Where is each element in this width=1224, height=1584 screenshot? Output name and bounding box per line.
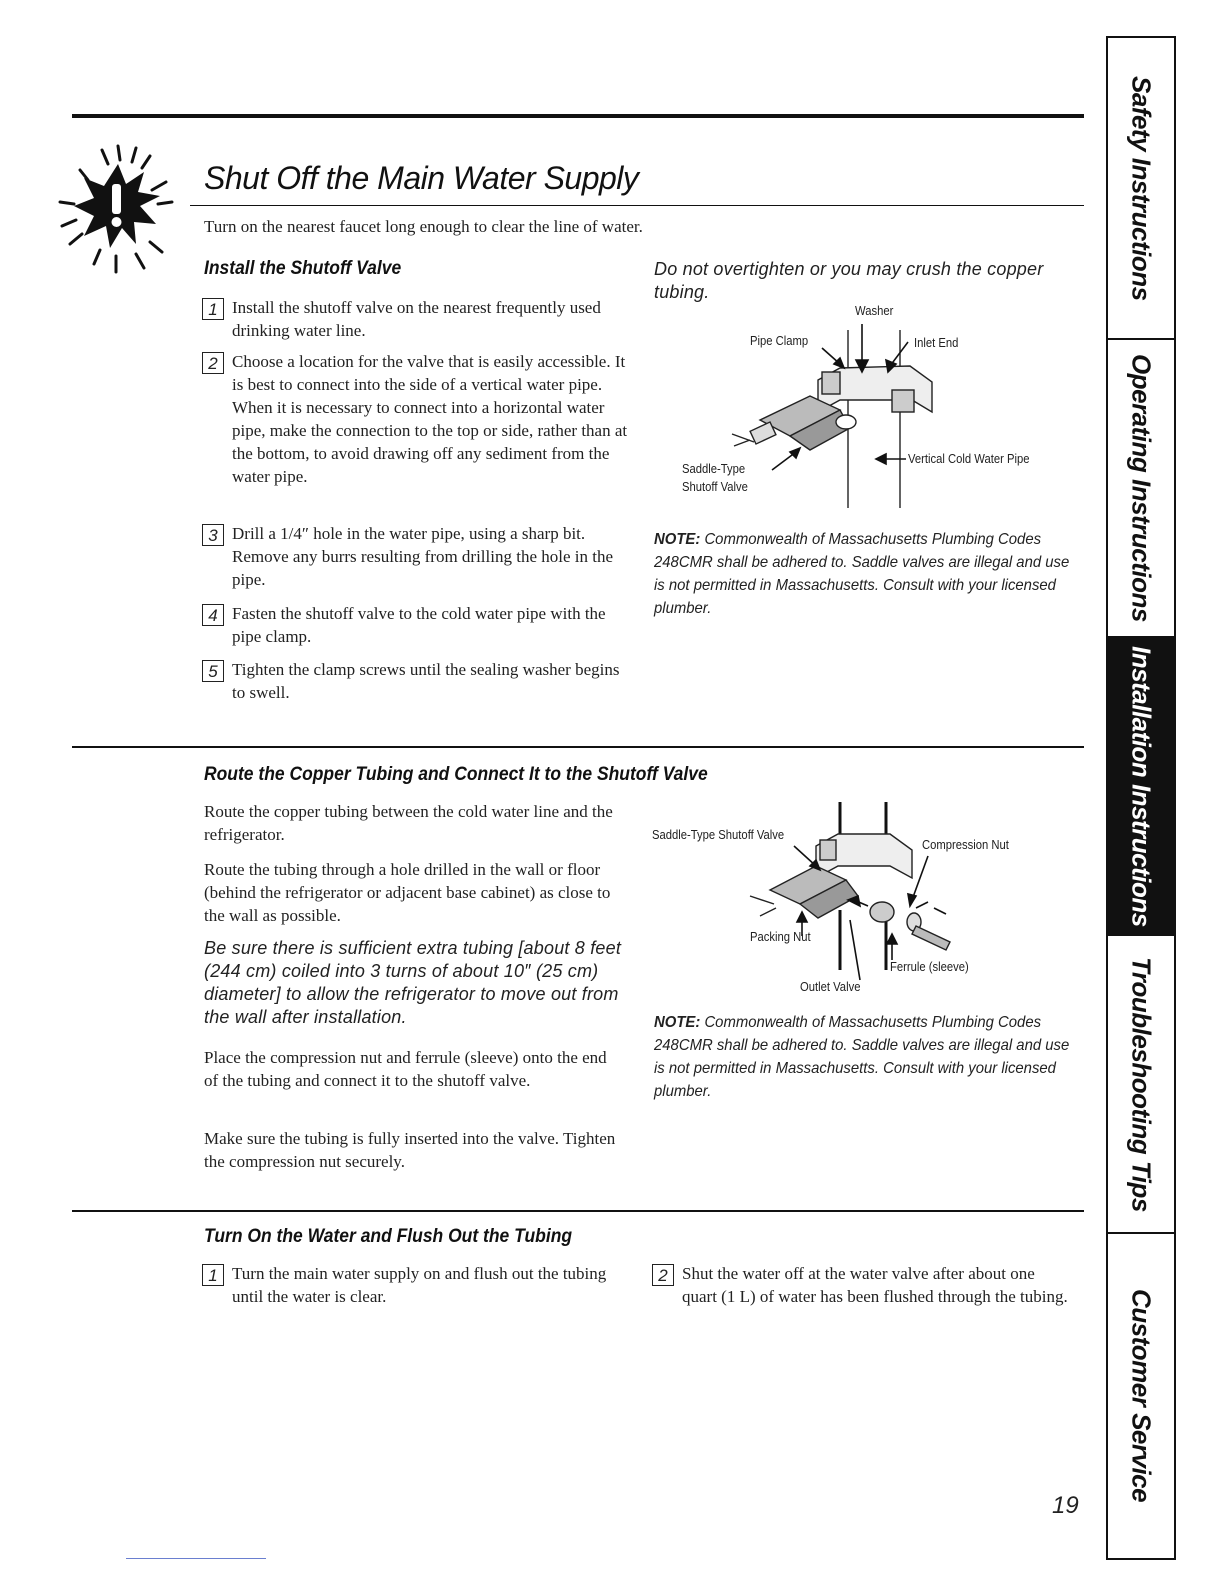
note-label: NOTE: (654, 1014, 701, 1031)
label-outlet-valve: Outlet Valve (800, 980, 861, 994)
label-saddle-shutoff-valve: Saddle-Type Shutoff Valve (652, 828, 785, 842)
step-text: Tighten the clamp screws until the sealing washer begins to swell. (232, 660, 620, 702)
overtighten-caution: Do not overtighten or you may crush the copper tubing. (654, 259, 1044, 302)
step-number: 3 (202, 524, 224, 546)
title-underline (190, 205, 1084, 206)
route-para-1: Route the copper tubing between the cold water line and the refrigerator. (204, 802, 613, 844)
step-number: 5 (202, 660, 224, 682)
tab-operating-instructions[interactable] (1108, 340, 1174, 638)
step-4 (202, 602, 632, 648)
step-number: 1 (202, 298, 224, 320)
route-para-4: Make sure the tubing is fully inserted into the valve. Tighten the compression nut securely. (204, 1129, 616, 1171)
tab-troubleshooting-tips[interactable] (1108, 936, 1174, 1234)
install-shutoff-heading: Install the Shutoff Valve (204, 258, 402, 279)
massachusetts-note-1 (654, 528, 1082, 620)
label-saddle-valve: Saddle-Type (682, 462, 746, 476)
step-text: Drill a 1/4″ hole in the water pipe, using a sharp bit. Remove any burrs resulting from drilling the hole in the pipe. (232, 524, 614, 589)
tab-label: Safety Instructions (1126, 75, 1157, 301)
massachusetts-note-2 (654, 1011, 1082, 1103)
flush-tubing-heading: Turn On the Water and Flush Out the Tubing (204, 1226, 573, 1247)
label-washer: Washer (855, 304, 894, 318)
route-para-2: Route the tubing through a hole drilled in the wall or floor (behind the refrigerator or adjacent base cabinet) as close to the wall as possible. (204, 860, 611, 925)
label-compression-nut: Compression Nut (922, 838, 1009, 852)
tab-label: Troubleshooting Tips (1126, 956, 1157, 1212)
step-number: 4 (202, 604, 224, 626)
warning-burst-icon (48, 140, 188, 280)
section-rule (72, 1210, 1084, 1212)
route-tubing-heading: Route the Copper Tubing and Connect It to the Shutoff Valve (204, 764, 708, 785)
step-number: 2 (202, 352, 224, 374)
intro-text: Turn on the nearest faucet long enough to clear the line of water. (204, 217, 643, 236)
page-number: 19 (1052, 1492, 1079, 1519)
step-text: Install the shutoff valve on the nearest frequently used drinking water line. (232, 298, 601, 340)
step-text: Fasten the shutoff valve to the cold water pipe with the pipe clamp. (232, 604, 606, 646)
step-text: Choose a location for the valve that is easily accessible. It is best to connect into the side of a vertical water pipe. When it is necessary to connect into a horizontal water pipe, make the connection to the top or side, rather than at the bottom, to avoid drawing off any sediment from the water pipe. (232, 352, 628, 486)
label-ferrule: Ferrule (sleeve) (890, 960, 969, 974)
section-tabs (1106, 36, 1176, 1560)
tab-label: Customer Service (1126, 1289, 1157, 1503)
note-label: NOTE: (654, 531, 701, 548)
footer-link-line (126, 1558, 266, 1559)
flush-step-2 (652, 1262, 1072, 1308)
step-text: Shut the water off at the water valve after about one quart (1 L) of water has been flushed through the tubing. (682, 1264, 1068, 1306)
label-vertical-pipe: Vertical Cold Water Pipe (908, 452, 1030, 466)
label-inlet-end: Inlet End (914, 336, 959, 350)
label-shutoff-valve: Shutoff Valve (682, 480, 748, 494)
compression-nut-diagram (650, 800, 1080, 1000)
tab-label: Operating Instructions (1126, 354, 1157, 622)
note-text: Commonwealth of Massachusetts Plumbing Codes 248CMR shall be adhered to. Saddle valves are illegal and use is not permitted in Massachusetts. Consult with your licensed plumber. (654, 1014, 1070, 1100)
step-2 (202, 350, 632, 488)
extra-tubing-caution: Be sure there is sufficient extra tubing [about 8 feet (244 cm) coiled into 3 turns of about 10″ (25 cm) diameter] to allow the refrigerator to move out from the wall after installation. (204, 938, 622, 1027)
section-rule (72, 746, 1084, 748)
step-text: Turn the main water supply on and flush out the tubing until the water is clear. (232, 1264, 607, 1306)
label-pipe-clamp: Pipe Clamp (750, 334, 809, 348)
tab-installation-instructions[interactable] (1108, 638, 1174, 936)
note-text: Commonwealth of Massachusetts Plumbing Codes 248CMR shall be adhered to. Saddle valves are illegal and use is not permitted in Massachusetts. Consult with your licensed plumber. (654, 531, 1070, 617)
step-5 (202, 658, 632, 704)
step-number: 1 (202, 1264, 224, 1286)
label-packing-nut: Packing Nut (750, 930, 811, 944)
tab-label: Installation Instructions (1126, 645, 1157, 927)
shutoff-valve-diagram (650, 300, 1080, 515)
tab-customer-service[interactable] (1108, 1234, 1174, 1558)
section-title: Shut Off the Main Water Supply (204, 160, 639, 196)
step-number: 2 (652, 1264, 674, 1286)
tab-safety-instructions[interactable] (1108, 38, 1174, 340)
flush-step-1 (202, 1262, 632, 1308)
step-3 (202, 522, 632, 591)
route-para-3: Place the compression nut and ferrule (sleeve) onto the end of the tubing and connect it to the shutoff valve. (204, 1048, 607, 1090)
top-rule (72, 114, 1084, 118)
step-1 (202, 296, 632, 342)
